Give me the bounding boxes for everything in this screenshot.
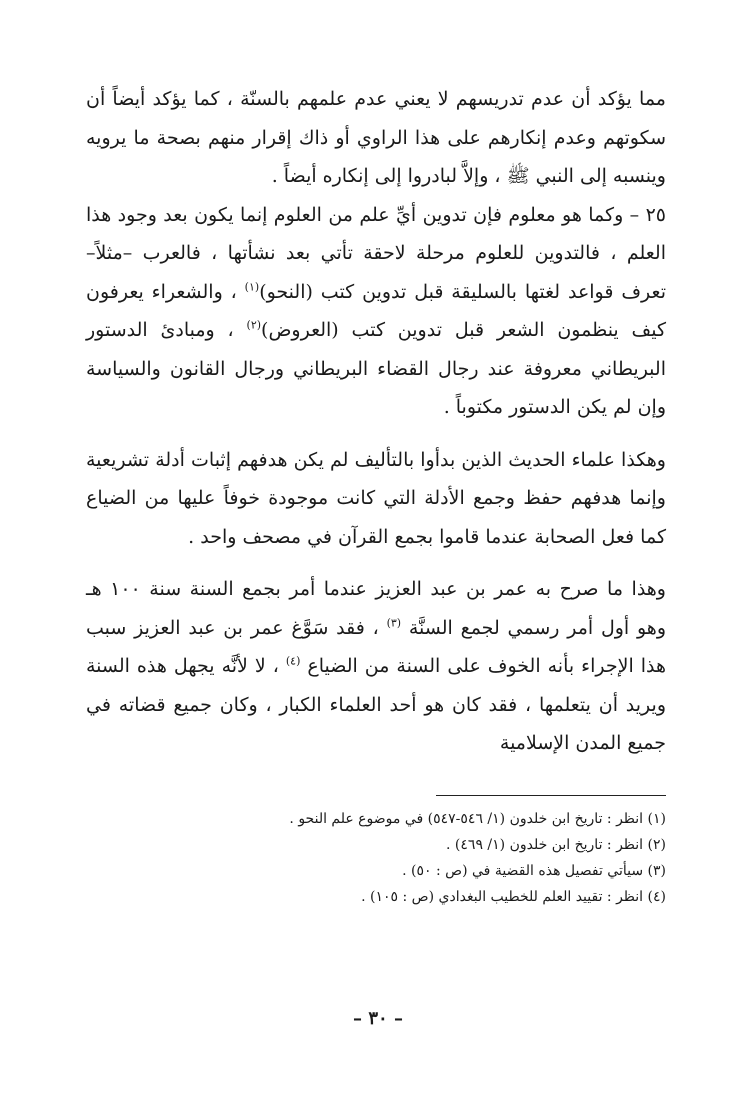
- footnote-ref-1: (١): [244, 280, 260, 294]
- footnotes: [150, 806, 666, 910]
- paragraph-text: وهكذا علماء الحديث الذين بدأوا بالتأليف لم يكن هدفهم إثبات أدلة تشريعية وإنما هدفهم حفظ وجمع الأدلة التي كانت موجودة خوفاً عليها من الضياع كما فعل الصحابة عندما قاموا بجمع القرآن في مصحف واحد .: [86, 448, 666, 548]
- main-text: [86, 80, 666, 763]
- paragraph-text: مما يؤكد أن عدم تدريسهم لا يعني عدم علمهم بالسنّة ، كما يؤكد أيضاً أن سكوتهم وعدم إنكارهم على هذا الراوي أو ذاك إقرار منهم بصحة ما يرويه وينسبه إلى النبي ﷺ ، وإلاَّ لبادروا إلى إنكاره أيضاً .: [86, 88, 666, 187]
- footnote-divider: [436, 795, 666, 796]
- paragraph-text: ، لا لأنَّه يجهل هذه السنة ويريد أن يتعلمها ، فقد كان هو أحد العلماء الكبار ، وكان جميع قضاته في جميع المدن الإسلامية: [86, 655, 666, 754]
- paragraph-4: [86, 570, 666, 763]
- paragraph-3: [86, 441, 666, 557]
- footnote-4: (٤) انظر : تقييد العلم للخطيب البغدادي (ص : ١٠٥) .: [361, 889, 666, 905]
- page-number: – ٣٠ –: [353, 1008, 403, 1029]
- footnote-1: (١) انظر : تاريخ ابن خلدون (١/ ٥٤٦-٥٤٧) في موضوع علم النحو .: [289, 811, 666, 827]
- paragraph-1: [86, 80, 666, 196]
- paragraph-text: ، ومبادئ الدستور البريطاني معروفة عند رجال القضاء البريطاني ورجال القانون والسياسة وإن لم يكن الدستور مكتوباً .: [86, 319, 666, 418]
- footnote-ref-3: (٣): [386, 616, 402, 630]
- paragraph-text: ، والشعراء يعرفون كيف ينظمون الشعر قبل تدوين كتب (العروض): [86, 280, 666, 341]
- paragraph-text: ٢٥ – وكما هو معلوم فإن تدوين أيِّ علم من العلوم إنما يكون بعد وجود هذا العلم ، فالتدوين للعلوم مرحلة لاحقة تأتي بعد نشأتها ، فالعرب –مثلاً– تعرف قواعد لغتها بالسليقة قبل تدوين كتب (النحو): [86, 203, 666, 303]
- footnote-2: (٢) انظر : تاريخ ابن خلدون (١/ ٤٦٩) .: [446, 837, 666, 853]
- paragraph-text: ، فقد سَوَّغ عمر بن عبد العزيز سبب هذا الإجراء بأنه الخوف على السنة من الضياع: [86, 616, 666, 677]
- paragraph-text: وهذا ما صرح به عمر بن عبد العزيز عندما أمر بجمع السنة سنة ١٠٠ هـ وهو أول أمر رسمي لجمع السنَّة: [86, 578, 667, 639]
- paragraph-2: [86, 196, 666, 427]
- footnote-ref-2: (٢): [246, 318, 262, 332]
- footnote-3: (٣) سيأتي تفصيل هذه القضية في (ص : ٥٠) .: [402, 863, 666, 879]
- footnote-ref-4: (٤): [285, 654, 301, 668]
